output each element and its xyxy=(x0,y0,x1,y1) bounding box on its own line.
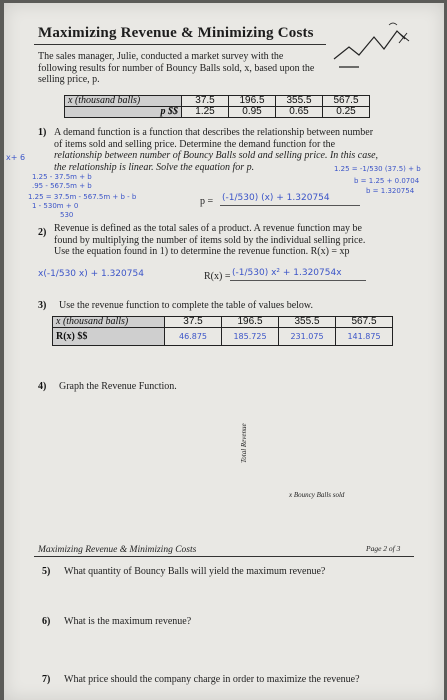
q1-line: relationship between number of Bouncy Balls sold and selling price. In this case, xyxy=(54,150,379,161)
worksheet-page xyxy=(4,3,444,700)
graph-y-label: Total Revenue xyxy=(240,423,248,463)
intro-paragraph xyxy=(38,51,338,86)
q1-number: 1) xyxy=(38,127,47,138)
page-number: Page 2 of 3 xyxy=(366,544,401,553)
table-cell: 1.25 xyxy=(182,107,229,118)
table-row xyxy=(65,96,370,107)
table-header-p: p $$ xyxy=(65,107,182,118)
table-cell: 567.5 xyxy=(323,96,370,107)
q2-answer-prefix: R(x) = xyxy=(204,271,231,282)
q1-line: of items sold and selling price. Determine the demand function for the xyxy=(54,138,336,150)
q2-line: found by multiplying the number of items sold by the individual selling price. xyxy=(54,234,366,246)
page-title: Maximizing Revenue & Minimizing Costs xyxy=(38,25,314,41)
q3-text: Use the revenue function to complete the table of values below. xyxy=(59,300,313,311)
table-cell: 0.95 xyxy=(229,107,276,118)
intro-line: following results for number of Bouncy Balls sold, x, based upon the xyxy=(38,62,315,74)
title-rule xyxy=(34,44,326,45)
q1-answer-prefix: p = xyxy=(200,196,214,207)
survey-table xyxy=(64,95,370,118)
handwritten-work: b = 1.25 + 0.0704 xyxy=(354,177,420,185)
table-cell: 196.5 xyxy=(229,96,276,107)
q2-line: Revenue is defined as the total sales of a product. A revenue function may be xyxy=(54,223,362,234)
handwritten-work: .95 - 567.5m + b xyxy=(32,182,92,190)
q2-text xyxy=(54,223,394,258)
q2-line: Use the equation found in 1) to determine the revenue function. R(x) = xp xyxy=(54,246,350,257)
table-cell: 0.25 xyxy=(323,107,370,118)
table-header-x: x (thousand balls) xyxy=(53,317,165,328)
table-cell: 185.725 xyxy=(222,328,279,346)
page2-title: Maximizing Revenue & Minimizing Costs xyxy=(38,545,197,555)
table-header-x: x (thousand balls) xyxy=(65,96,182,107)
table-row xyxy=(65,107,370,118)
q1-line: the relationship is linear. Solve the equation for p. xyxy=(54,161,255,173)
q7-text: What price should the company charge in order to maximize the revenue? xyxy=(64,674,360,685)
q1-answer: (-1/530) (x) + 1.320754 xyxy=(222,193,330,203)
q3-number: 3) xyxy=(38,300,47,311)
handwritten-work: 1.25 = 37.5m - 567.5m + b - b xyxy=(28,193,137,201)
q4-number: 4) xyxy=(38,381,47,392)
handwritten-work: 1 - 530m + 0 xyxy=(32,202,79,210)
q2-number: 2) xyxy=(38,227,47,238)
q4-text: Graph the Revenue Function. xyxy=(59,381,177,392)
table-row xyxy=(53,317,393,328)
table-cell: 196.5 xyxy=(222,317,279,328)
table-cell: 141.875 xyxy=(336,328,393,346)
table-cell: 567.5 xyxy=(336,317,393,328)
table-cell: 37.5 xyxy=(165,317,222,328)
table-cell: 46.875 xyxy=(165,328,222,346)
revenue-table xyxy=(52,316,393,346)
q6-text: What is the maximum revenue? xyxy=(64,616,192,627)
table-header-r: R(x) $$ xyxy=(53,328,165,346)
q6-number: 6) xyxy=(42,616,51,627)
q5-number: 5) xyxy=(42,566,51,577)
q2-answer: (-1/530) x² + 1.320754x xyxy=(232,268,342,278)
table-row xyxy=(53,328,393,346)
intro-line: selling price, p. xyxy=(38,74,100,85)
handwritten-work: b = 1.320754 xyxy=(366,187,415,195)
graph-x-label: x Bouncy Balls sold xyxy=(289,491,345,499)
handwritten-work: 1.25 = -1/530 (37.5) + b xyxy=(334,165,421,173)
table-cell: 37.5 xyxy=(182,96,229,107)
table-cell: 355.5 xyxy=(276,96,323,107)
q7-number: 7) xyxy=(42,674,51,685)
table-cell: 355.5 xyxy=(279,317,336,328)
handwritten-work: 1.25 - 37.5m + b xyxy=(32,173,92,181)
intro-line: The sales manager, Julie, conducted a market survey with the xyxy=(38,51,284,62)
handwritten-margin: x+ 6 xyxy=(6,153,26,162)
table-cell: 231.075 xyxy=(279,328,336,346)
q5-text: What quantity of Bouncy Balls will yield the maximum revenue? xyxy=(64,566,326,577)
table-cell: 0.65 xyxy=(276,107,323,118)
q1-line: A demand function is a function that describes the relationship between number xyxy=(54,127,374,138)
answer-line xyxy=(220,205,360,206)
squiggle-logo xyxy=(329,17,419,77)
answer-line xyxy=(230,280,366,281)
handwritten-work: x(-1/530 x) + 1.320754 xyxy=(38,269,144,279)
page2-rule xyxy=(34,556,414,557)
handwritten-work: 530 xyxy=(60,211,74,219)
